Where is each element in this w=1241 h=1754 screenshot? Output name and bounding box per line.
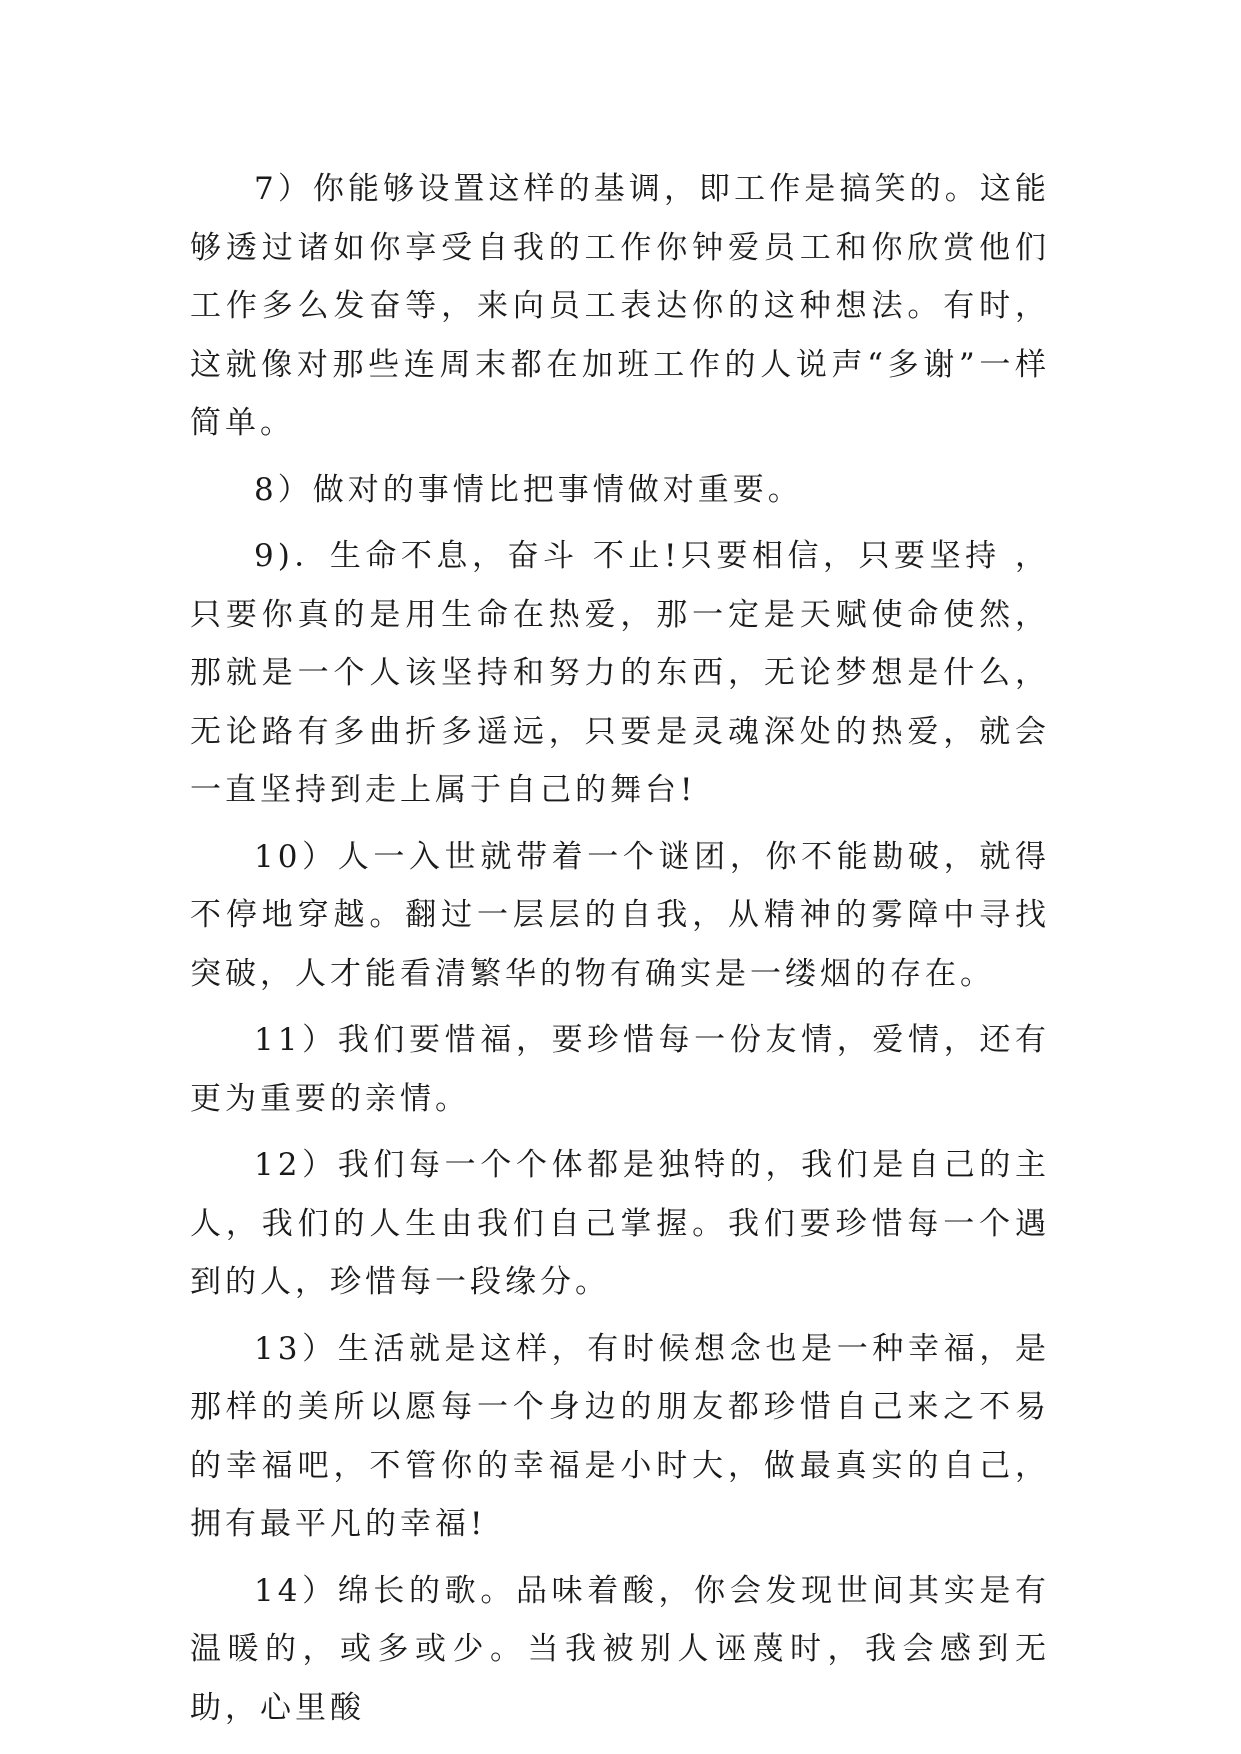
paragraph-13: 13）生活就是这样，有时候想念也是一种幸福，是那样的美所以愿每一个身边的朋友都珍惜自己来之不易的幸福吧，不管你的幸福是小时大，做最真实的自己，拥有最平凡的幸福!	[190, 1330, 1050, 1542]
paragraph-7: 7）你能够设置这样的基调，即工作是搞笑的。这能够透过诸如你享受自我的工作你钟爱员工和你欣赏他们工作多么发奋等，来向员工表达你的这种想法。有时，这就像对那些连周末都在加班工作的人说声“多谢”一样简单。	[190, 171, 1050, 441]
paragraph-11: 11）我们要惜福，要珍惜每一份友情，爱情，还有更为重要的亲情。	[190, 1022, 1050, 1117]
paragraph-10: 10）人一入世就带着一个谜团，你不能勘破，就得不停地穿越。翻过一层层的自我，从精神的雾障中寻找突破，人才能看清繁华的物有确实是一缕烟的存在。	[190, 838, 1050, 992]
paragraph-9: 9)．生命不息，奋斗 不止!只要相信，只要坚持 ，只要你真的是用生命在热爱，那一定是天赋使命使然，那就是一个人该坚持和努力的东西，无论梦想是什么，无论路有多曲折多遥远，只要是灵魂深处的热爱，就会一直坚持到走上属于自己的舞台!	[190, 538, 1050, 808]
document-body	[190, 160, 1050, 1745]
paragraph-14: 14）绵长的歌。品味着酸，你会发现世间其实是有温暖的，或多或少。当我被别人诬蔑时，我会感到无助，心里酸	[190, 1572, 1050, 1726]
paragraph-8: 8）做对的事情比把事情做对重要。	[254, 471, 803, 508]
paragraph-12: 12）我们每一个个体都是独特的，我们是自己的主人，我们的人生由我们自己掌握。我们要珍惜每一个遇到的人，珍惜每一段缘分。	[190, 1147, 1050, 1300]
